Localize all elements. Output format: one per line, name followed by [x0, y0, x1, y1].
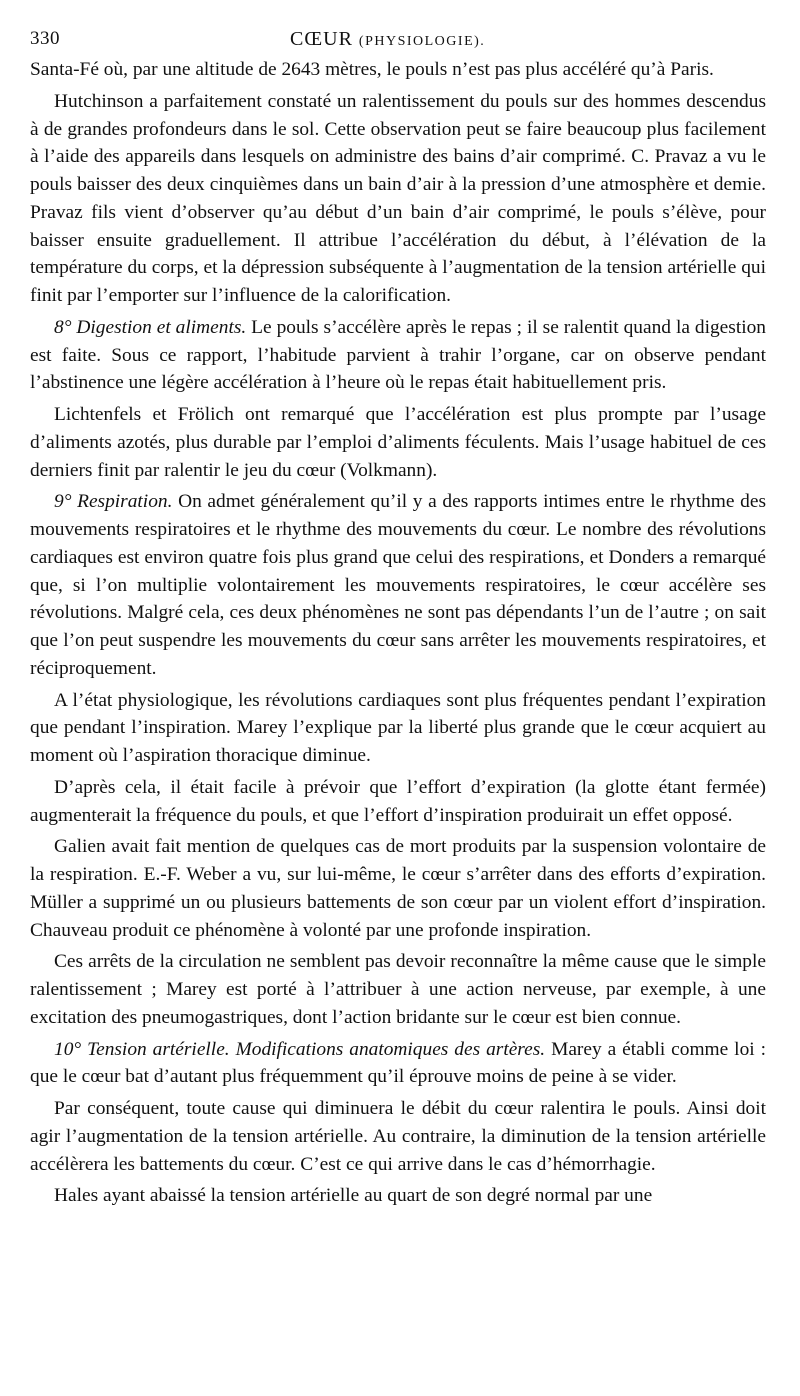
- page-number: 330: [30, 28, 60, 49]
- paragraph-text: Marey a établi comme loi : que le cœur bat d’autant plus fréquemment qu’il éprouve moins de peine à se vider.: [30, 1038, 766, 1088]
- paragraph-text: Galien avait fait mention de quelques cas de mort produits par la suspension volontaire de la respiration. E.-F. Weber a vu, sur lui-même, le cœur s’arrêter dans des efforts d’expiration. Müller a supprimé un ou plusieurs battements de son cœur par un violent effort d’inspiration. Chauveau produit ce phénomène à volonté par une profonde inspiration.: [30, 836, 766, 941]
- paragraph: [30, 1036, 766, 1092]
- paragraph: [30, 488, 766, 682]
- paragraph-text: D’après cela, il était facile à prévoir que l’effort d’expiration (la glotte étant fermée) augmenterait la fréquence du pouls, et que l’effort d’inspiration produirait un effet opposé.: [30, 776, 766, 826]
- book-page: [30, 22, 766, 1210]
- paragraph: [30, 1095, 766, 1178]
- paragraph-text: Par conséquent, toute cause qui diminuera le débit du cœur ralentira le pouls. Ainsi doit agir l’augmentation de la tension artérielle. Au contraire, la diminution de la tension artérielle accélèrera les battements du cœur. C’est ce qui arrive dans le cas d’hémorrhagie.: [30, 1098, 766, 1175]
- paragraph: [30, 314, 766, 397]
- paragraph: [30, 56, 766, 84]
- running-title-main: CŒUR: [290, 28, 353, 50]
- paragraph-text: Hutchinson a parfaitement constaté un ralentissement du pouls sur des hommes descendus à de grandes profondeurs dans le sol. Cette observation peut se faire beaucoup plus facilement à l’aide des appareils dans lesquels on administre des bains d’air comprimé. C. Pravaz a vu le pouls baisser des deux cinquièmes dans un bain d’air à la pression d’une atmosphère et demie. Pravaz fils vient d’observer qu’au début d’un bain d’air comprimé, le pouls s’élève, pour baisser ensuite graduellement. Il attribue l’accélération du début, à l’élévation de la température du corps, et la dépression subséquente à l’augmentation de la tension artérielle qui finit par l’emporter sur l’influence de la calorification.: [30, 90, 766, 306]
- paragraph: [30, 687, 766, 770]
- body-text: [30, 56, 766, 1210]
- paragraph: [30, 833, 766, 944]
- paragraph-text: On admet généralement qu’il y a des rapports intimes entre le rhythme des mouvements respiratoires et le rhythme des mouvements du cœur. Le nombre des révolutions cardiaques est environ quatre fois plus grand que celui des respirations, et Donders a remarqué que, si l’on multiplie volontairement les mouvements respiratoires, le cœur accélère ses révolutions. Malgré cela, ces deux phénomènes ne sont pas dépendants l’un de l’autre ; on sait que l’on peut suspendre les mouvements du cœur sans arrêter les mouvements respiratoires, et réciproquement.: [30, 491, 766, 679]
- paragraph-text: Lichtenfels et Frölich ont remarqué que l’accélération est plus prompte par l’usage d’aliments azotés, plus durable par l’emploi d’aliments féculents. Mais l’usage habituel de ces derniers finit par ralentir le jeu du cœur (Volkmann).: [30, 404, 766, 481]
- paragraph: [30, 401, 766, 484]
- paragraph-text: Le pouls s’accélère après le repas ; il se ralentit quand la digestion est faite. Sous ce rapport, l’habitude parvient à trahir l’organe, car on observe pendant l’abstinence une légère accélération à l’heure où le repas était habituellement pris.: [30, 316, 766, 394]
- running-title: [290, 28, 485, 51]
- paragraph: [30, 88, 766, 310]
- paragraph-text: A l’état physiologique, les révolutions cardiaques sont plus fréquentes pendant l’expiration que pendant l’inspiration. Marey l’explique par la liberté plus grande que le cœur acquiert au moment où l’aspiration thoracique diminue.: [30, 689, 766, 766]
- running-title-subtitle: (PHYSIOLOGIE).: [358, 34, 486, 49]
- paragraph-text: Hales ayant abaissé la tension artérielle au quart de son degré normal par une: [54, 1185, 653, 1207]
- section-heading: 9° Respiration.: [54, 491, 173, 513]
- paragraph-text: Santa-Fé où, par une altitude de 2643 mètres, le pouls n’est pas plus accéléré qu’à Paris.: [30, 59, 714, 80]
- paragraph: [30, 774, 766, 830]
- paragraph: [30, 948, 766, 1031]
- page-header: [30, 22, 766, 56]
- paragraph-text: Ces arrêts de la circulation ne semblent pas devoir reconnaître la même cause que le simple ralentissement ; Marey est porté à l’attribuer à une action nerveuse, par exemple, à une excitation des pneumogastriques, dont l’action bridante sur le cœur est bien connue.: [30, 951, 766, 1028]
- paragraph: [30, 1182, 766, 1210]
- section-heading: 10° Tension artérielle. Modifications anatomiques des artères.: [54, 1038, 546, 1060]
- section-heading: 8° Digestion et aliments.: [54, 316, 247, 338]
